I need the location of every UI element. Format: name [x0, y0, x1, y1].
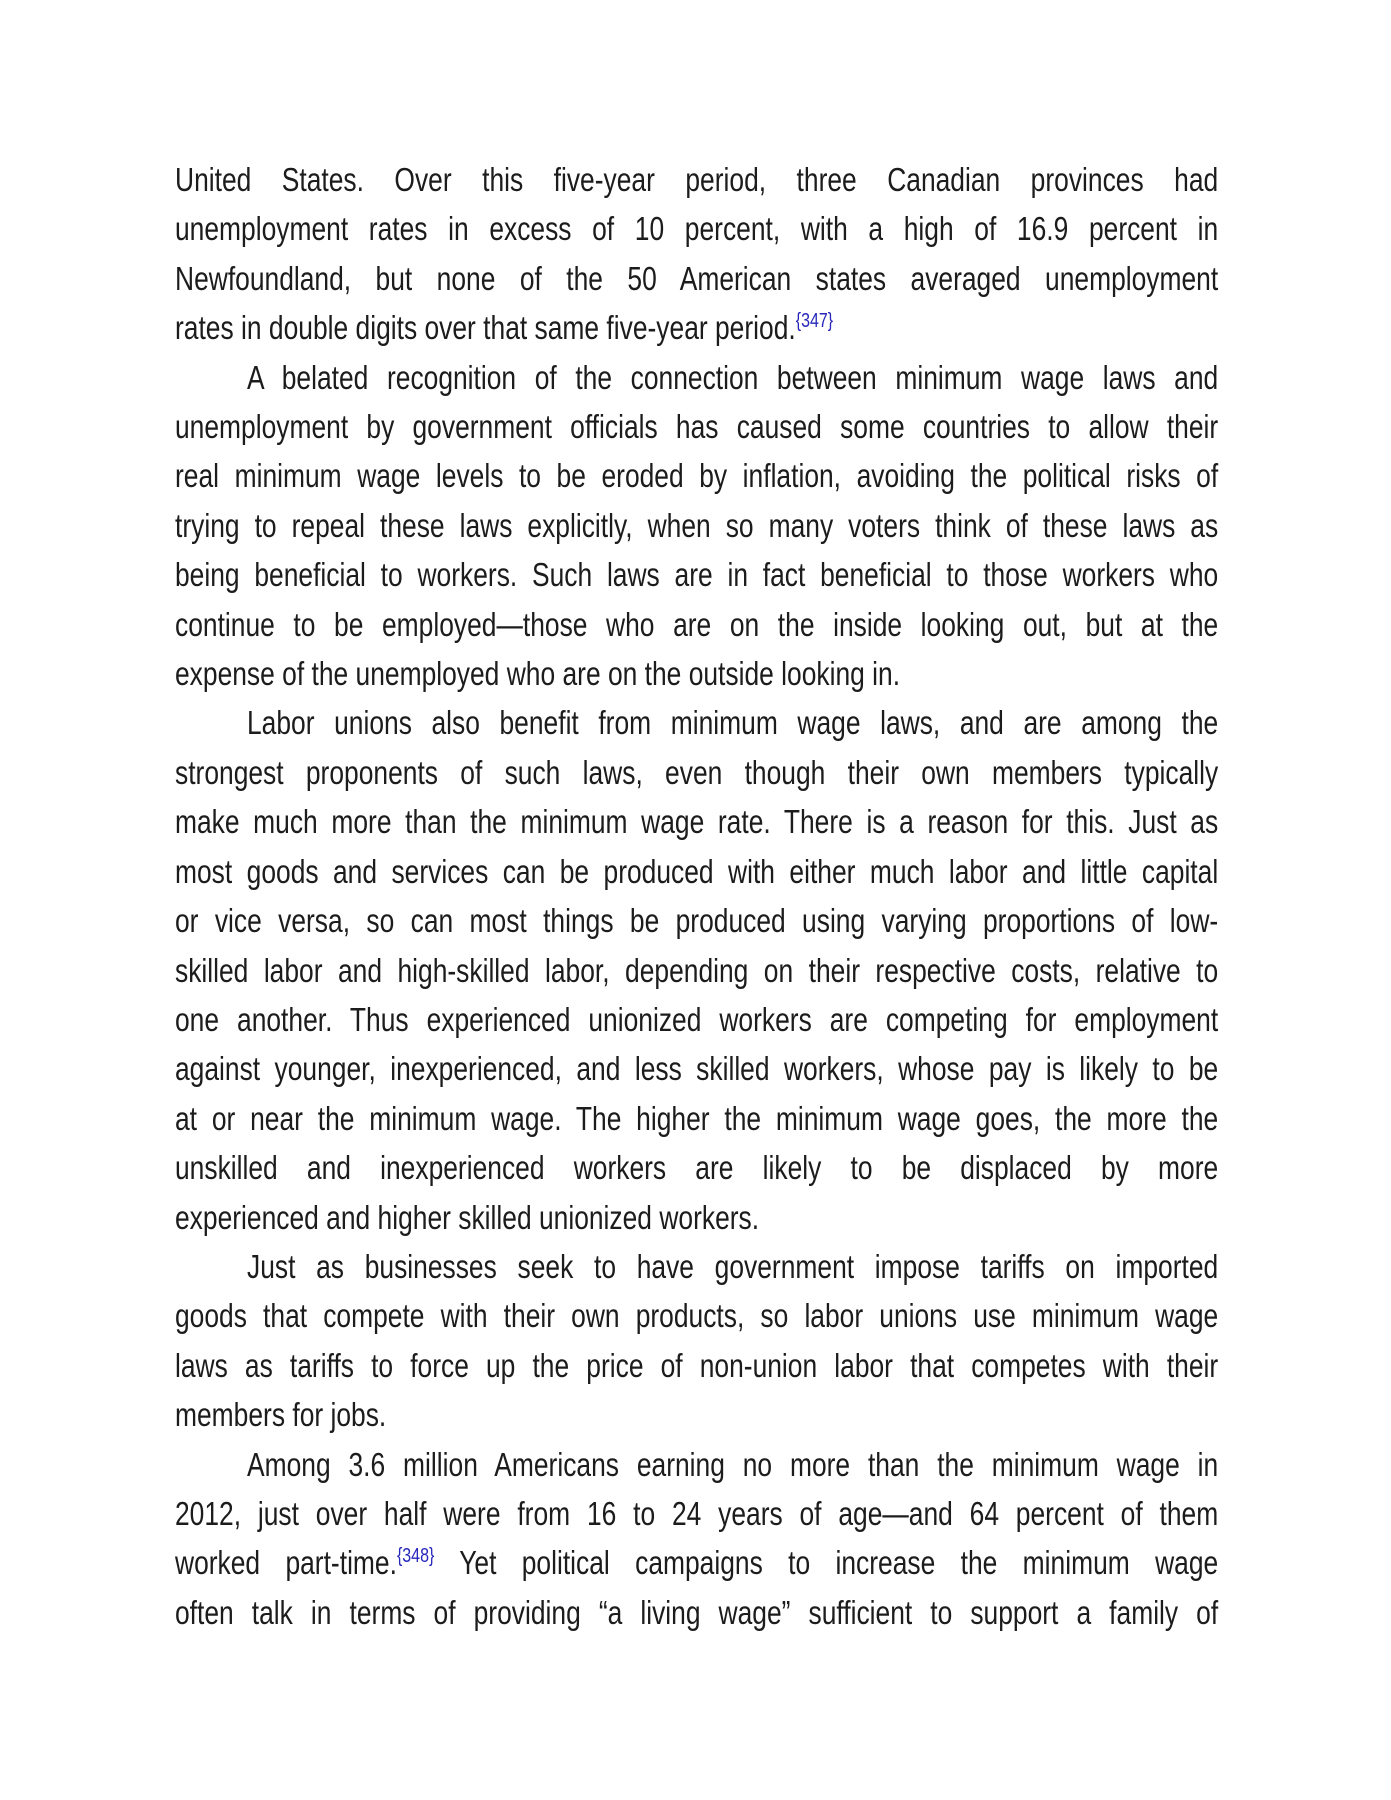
text-line: unemployment by government officials has caused some countries to allow their — [175, 408, 1219, 446]
text-line: being beneficial to workers. Such laws are in fact beneficial to those workers who — [175, 556, 1219, 594]
footnote-ref-347[interactable]: {347} — [795, 310, 834, 333]
text-line: at or near the minimum wage. The higher the minimum wage goes, the more the — [175, 1099, 1219, 1137]
paragraph-4 — [175, 1242, 1218, 1440]
text-line: Just as businesses seek to have government impose tariffs on imported — [247, 1247, 1219, 1285]
text-segment: rates in double digits over that same five-year period. — [175, 309, 796, 347]
text-line: one another. Thus experienced unionized workers are competing for employment — [175, 1000, 1219, 1038]
paragraph-5 — [175, 1440, 1218, 1638]
text-line: expense of the unemployed who are on the outside looking in. — [175, 655, 901, 693]
text-line: 2012, just over half were from 16 to 24 years of age—and 64 percent of them — [175, 1494, 1219, 1532]
text-line: Among 3.6 million Americans earning no more than the minimum wage in — [247, 1445, 1219, 1483]
text-line: A belated recognition of the connection between minimum wage laws and — [247, 358, 1219, 396]
text-line: unskilled and inexperienced workers are likely to be displaced by more — [175, 1149, 1219, 1187]
text-line: Newfoundland, but none of the 50 American states averaged unemployment — [175, 259, 1219, 297]
paragraph-3 — [175, 698, 1218, 1241]
text-line: against younger, inexperienced, and less skilled workers, whose pay is likely to be — [175, 1050, 1219, 1088]
text-line: experienced and higher skilled unionized workers. — [175, 1198, 760, 1236]
text-line: goods that compete with their own products, so labor unions use minimum wage — [175, 1297, 1219, 1335]
text-line: or vice versa, so can most things be produced using varying proportions of low- — [175, 902, 1219, 940]
text-segment: Yet political campaigns to increase the minimum wage — [459, 1544, 1219, 1582]
text-line: Labor unions also benefit from minimum wage laws, and are among the — [247, 704, 1219, 742]
page-text-block — [175, 155, 1218, 1637]
text-line: strongest proponents of such laws, even though their own members typically — [175, 753, 1219, 791]
text-line — [175, 303, 1218, 352]
text-line — [175, 1538, 1218, 1587]
text-line: most goods and services can be produced with either much labor and little capital — [175, 852, 1219, 890]
paragraph-1 — [175, 155, 1218, 353]
text-line: trying to repeal these laws explicitly, when so many voters think of these laws as — [175, 506, 1219, 544]
footnote-ref-348[interactable]: {348} — [396, 1545, 435, 1568]
text-line: real minimum wage levels to be eroded by inflation, avoiding the political risks of — [175, 457, 1219, 495]
text-line: unemployment rates in excess of 10 percent, with a high of 16.9 percent in — [175, 210, 1219, 248]
paragraph-2 — [175, 353, 1218, 699]
text-line: skilled labor and high-skilled labor, depending on their respective costs, relative to — [175, 951, 1219, 989]
text-line: often talk in terms of providing “a living wage” sufficient to support a family of — [175, 1593, 1219, 1631]
text-line: laws as tariffs to force up the price of non-union labor that competes with their — [175, 1346, 1219, 1384]
text-line: continue to be employed—those who are on the inside looking out, but at the — [175, 605, 1219, 643]
text-segment: worked part-time. — [175, 1544, 397, 1582]
text-line: United States. Over this five-year period, three Canadian provinces had — [175, 161, 1219, 198]
text-line: members for jobs. — [175, 1396, 387, 1434]
text-line: make much more than the minimum wage rate. There is a reason for this. Just as — [175, 803, 1219, 841]
